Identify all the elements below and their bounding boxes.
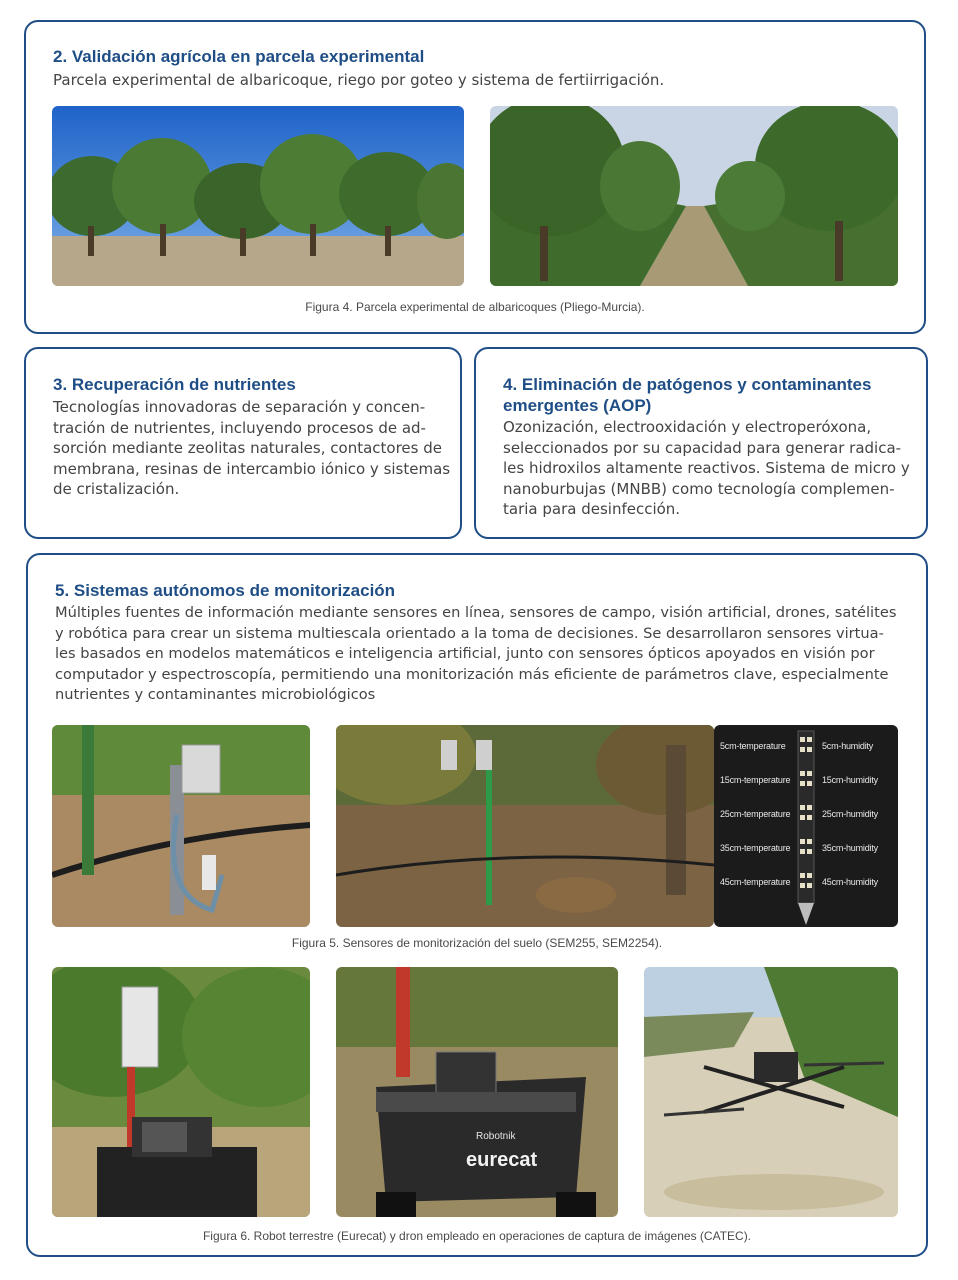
probe-label-temperature: 25cm-temperature [720, 809, 791, 819]
section-2-box [24, 20, 926, 334]
probe-label-temperature: 45cm-temperature [720, 877, 791, 887]
section-5-text [55, 603, 896, 706]
section-4-title-line: emergentes (AOP) [503, 396, 652, 415]
section-3-text [53, 397, 450, 500]
section-5-line: computador y espectroscopía, permitiendo una monitorización más eficiente de parámetros clave, especialmente [55, 665, 889, 683]
section-4-line: nanoburbujas (MNBB) como tecnología complemen- [503, 479, 895, 498]
soil-sensor-photo-1 [52, 725, 310, 927]
section-4-title-line: 4. Eliminación de patógenos y contaminantes [503, 375, 872, 394]
section-5-line: les basados en modelos matemáticos e inteligencia artificial, junto con sensores ópticos apoyados en visión por [55, 645, 875, 662]
section-2-text: Parcela experimental de albaricoque, riego por goteo y sistema de fertiirrigación. [53, 71, 665, 89]
section-3-line: membrana, resinas de intercambio iónico y sistemas [53, 459, 451, 478]
probe-label-humidity: 35cm-humidity [822, 843, 878, 853]
robot-brand-eurecat: eurecat [466, 1149, 538, 1171]
probe-label-temperature: 15cm-temperature [720, 775, 791, 785]
section-5-box [26, 553, 928, 1257]
section-3-line: tración de nutrientes, incluyendo procesos de ad- [53, 418, 426, 437]
section-4-text [503, 417, 910, 520]
orchard-photo-1 [52, 106, 464, 286]
section-3-box [24, 347, 462, 539]
robot-brand-robotnik: Robotnik [476, 1131, 516, 1142]
section-4-line: les hidroxilos altamente reactivos. Sistema de micro y [503, 459, 910, 477]
section-5-title: 5. Sistemas autónomos de monitorización [55, 581, 396, 600]
section-4-line: seleccionados por su capacidad para generar radica- [503, 438, 902, 457]
section-4-box [474, 347, 928, 539]
soil-sensor-photo-2 [336, 725, 714, 927]
figure-6-caption: Figura 6. Robot terrestre (Eurecat) y dron empleado en operaciones de captura de imágenes (CATEC). [202, 1229, 752, 1243]
section-4-line: taria para desinfección. [503, 500, 681, 518]
drone-photo [644, 967, 898, 1217]
probe-label-humidity: 45cm-humidity [822, 877, 878, 887]
section-3-title: 3. Recuperación de nutrientes [53, 375, 296, 394]
section-2-title: 2. Validación agrícola en parcela experimental [53, 47, 425, 66]
section-4-line: Ozonización, electrooxidación y electroperóxona, [503, 418, 872, 436]
section-5-line: nutrientes y contaminantes microbiológicos [55, 686, 376, 703]
section-5-line: y robótica para crear un sistema multiescala orientado a la toma de decisiones. Se desarrollaron sensores virtua- [55, 624, 884, 642]
figure-5-caption: Figura 5. Sensores de monitorización del suelo (SEM255, SEM2254). [291, 936, 663, 950]
section-3-line: sorción mediante zeolitas naturales, contactores de [53, 439, 442, 457]
probe-label-temperature: 5cm-temperature [720, 741, 786, 751]
probe-label-humidity: 15cm-humidity [822, 775, 878, 785]
robot-photo-1 [52, 967, 310, 1217]
section-3-line: Tecnologías innovadoras de separación y concen- [53, 398, 426, 416]
probe-label-humidity: 25cm-humidity [822, 809, 878, 819]
probe-label-humidity: 5cm-humidity [822, 741, 874, 751]
orchard-photo-2 [490, 106, 898, 286]
section-5-line: Múltiples fuentes de información mediante sensores en línea, sensores de campo, visión artificial, drones, satélites [55, 604, 897, 621]
figure-4-caption: Figura 4. Parcela experimental de albaricoques (Pliego-Murcia). [305, 300, 645, 314]
probe-label-temperature: 35cm-temperature [720, 843, 791, 853]
soil-probe-diagram [714, 725, 898, 927]
robot-photo-2 [336, 967, 618, 1217]
section-4-title [503, 374, 871, 416]
section-3-line: de cristalización. [53, 480, 180, 498]
